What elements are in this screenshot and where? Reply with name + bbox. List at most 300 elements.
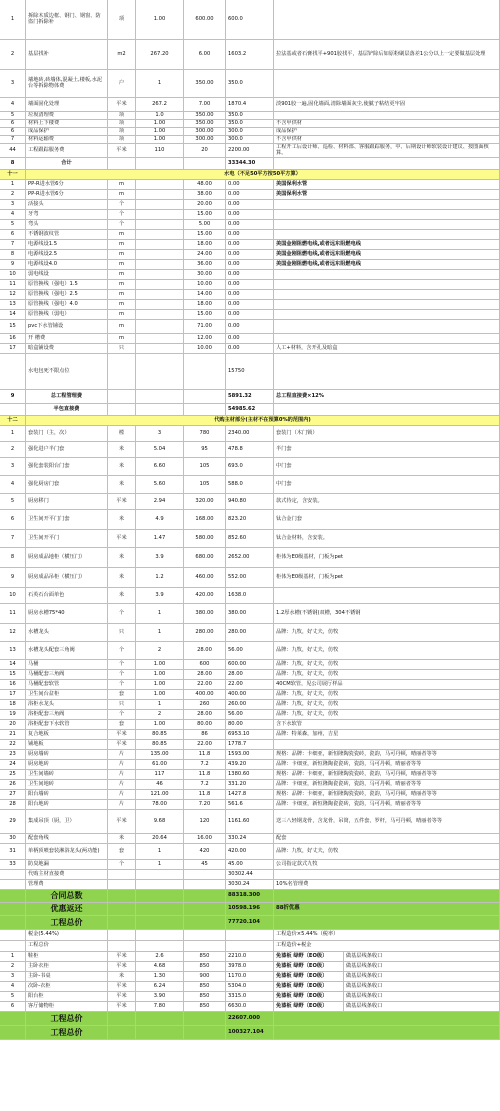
cell-amt: 300.0 <box>226 136 274 143</box>
cell-amt <box>226 941 274 951</box>
cell-name: 合同总数 <box>26 890 108 902</box>
cell-qty: 1.30 <box>136 972 184 981</box>
cell-unit <box>108 1026 136 1039</box>
cell-name: 次卧-衣柜 <box>26 982 108 991</box>
cell-unit: 片 <box>108 750 136 759</box>
table-row <box>0 240 500 250</box>
cell-price: 16.00 <box>184 834 226 843</box>
cell-num: 31 <box>0 844 26 859</box>
cell-num: 6 <box>0 128 26 135</box>
cell-num: 7 <box>0 240 26 249</box>
cell-name: 主卧-书桌 <box>26 972 108 981</box>
cell-unit: 个 <box>108 220 136 229</box>
cell-name: 厨房地砖 <box>26 760 108 769</box>
cell-num: 8 <box>0 250 26 259</box>
cell-qty <box>136 354 184 389</box>
cell-num: 9 <box>0 568 26 587</box>
cell-qty: 2.94 <box>136 494 184 509</box>
cell-qty <box>136 344 184 353</box>
cell-qty <box>136 180 184 189</box>
cell-qty <box>136 220 184 229</box>
cell-amt: 0.00 <box>226 240 274 249</box>
cell-unit: 平米 <box>108 530 136 547</box>
cell-qty: 2 <box>136 642 184 659</box>
cell-note: 工程造价+税金 <box>274 941 500 951</box>
cell-qty <box>136 941 184 951</box>
cell-price: 15.00 <box>184 310 226 319</box>
table-row <box>0 730 500 740</box>
cell-name: 强化厨房门套 <box>26 476 108 493</box>
cell-price: 850 <box>184 962 226 971</box>
cell-name: 电源线设1.5 <box>26 240 108 249</box>
cell-note <box>274 334 500 343</box>
cell-amt: 0.00 <box>226 200 274 209</box>
cell-num: 5 <box>0 494 26 509</box>
cell-qty <box>136 200 184 209</box>
cell-num <box>0 1012 26 1025</box>
table-row <box>0 642 500 660</box>
cell-note: 品牌：九牧，好丈夫，仿牧 <box>274 844 500 859</box>
cell-qty <box>136 1026 184 1039</box>
cell-num: 27 <box>0 790 26 799</box>
cell-note <box>274 740 500 749</box>
cell-price: 400.00 <box>184 690 226 699</box>
cell-note <box>274 70 500 97</box>
cell-note: 拉法基或者石膏找平+901胶找平，基层铲除后如原粉刷层落差1公分以上一定要做基层处理 <box>274 40 500 69</box>
cell-unit: 米 <box>108 568 136 587</box>
table-row <box>0 190 500 200</box>
table-row <box>0 770 500 780</box>
cell-note <box>274 916 500 929</box>
table-row <box>0 354 500 390</box>
cell-price: 22.00 <box>184 740 226 749</box>
cell-name: 厨房成品吊柜（横压门） <box>26 568 108 587</box>
cell-amt: 693.0 <box>226 458 274 475</box>
cell-qty: 80.85 <box>136 730 184 739</box>
grand-total-row <box>0 916 500 930</box>
cell-price: 38.00 <box>184 190 226 199</box>
cell-amt: 600.00 <box>226 660 274 669</box>
table-row <box>0 834 500 844</box>
cell-unit: 平米 <box>108 962 136 971</box>
table-row <box>0 972 500 982</box>
cell-qty: 1 <box>136 624 184 641</box>
cell-unit: 片 <box>108 760 136 769</box>
cell-amt: 1638.0 <box>226 588 274 603</box>
cell-amt: 0.00 <box>226 190 274 199</box>
cell-num: 13 <box>0 642 26 659</box>
cell-note: 品牌：九牧，好丈夫，仿牧 <box>274 690 500 699</box>
table-row <box>0 710 500 720</box>
table-row <box>0 530 500 548</box>
cell-num: 2 <box>0 962 26 971</box>
cell-note <box>274 300 500 309</box>
cell-amt <box>226 930 274 940</box>
cell-unit <box>108 916 136 929</box>
cell-note: 1.2厚水槽(不锈钢)双槽，304不锈钢 <box>274 604 500 623</box>
cell-note: 品牌：特莱森，加州，吉星 <box>274 730 500 739</box>
cell-amt: 0.00 <box>226 344 274 353</box>
cell-unit <box>108 941 136 951</box>
cell-qty: 2.6 <box>136 952 184 961</box>
cell-num: 1 <box>0 180 26 189</box>
cell-num: 24 <box>0 760 26 769</box>
table-row <box>0 992 500 1002</box>
table-row <box>0 548 500 568</box>
cell-price <box>184 1026 226 1039</box>
cell-num: 16 <box>0 334 26 343</box>
cell-note: 规格：品牌：卡细亚，新恒隆陶瓷瓷砖，瓷韵，马可丹顿，晴丽者等等 <box>274 790 500 799</box>
cell-amt: 3978.0 <box>226 962 274 971</box>
cell-amt: 0.00 <box>226 334 274 343</box>
cell-unit: 只 <box>108 624 136 641</box>
cell-unit: 平米 <box>108 992 136 1001</box>
cell-num: 15 <box>0 670 26 679</box>
cell-name: 卫生间开平门 <box>26 530 108 547</box>
cell-num <box>0 916 26 929</box>
cell-name: 卫生间墙砖 <box>26 770 108 779</box>
cell-qty: 6.60 <box>136 458 184 475</box>
cell-amt: 2200.00 <box>226 144 274 157</box>
cell-qty: 110 <box>136 144 184 157</box>
cell-amt: 1170.0 <box>226 972 274 981</box>
cell-price: 11.8 <box>184 790 226 799</box>
cell-price: 86 <box>184 730 226 739</box>
cell-unit: 只 <box>108 700 136 709</box>
cell-note: 半门套 <box>274 442 500 457</box>
cell-note: 规格：品牌：卡细亚，新恒隆陶瓷瓷砖，瓷韵，马可丹顿，晴丽者等等 <box>274 770 500 779</box>
table-row <box>0 790 500 800</box>
cell-price: 10.00 <box>184 280 226 289</box>
cell-unit: 平米 <box>108 730 136 739</box>
cell-num: 14 <box>0 660 26 669</box>
cell-num: 19 <box>0 710 26 719</box>
table-row <box>0 220 500 230</box>
cell-price <box>184 916 226 929</box>
cell-note <box>274 158 500 169</box>
cell-qty <box>136 260 184 269</box>
cell-name: 复合地板 <box>26 730 108 739</box>
cell-price: 460.00 <box>184 568 226 587</box>
cell-note: 美国金刚阻燃电线,或者远东阻燃电线 <box>274 240 500 249</box>
cell-num <box>0 404 26 415</box>
cell-unit: 平米 <box>108 810 136 833</box>
cell-unit: m <box>108 320 136 333</box>
cell-note: 钛合金门套 <box>274 510 500 529</box>
cell-note <box>274 200 500 209</box>
cell-amt: 2652.00 <box>226 548 274 567</box>
cell-note: 柜体为E0级基材，门板为pet <box>274 548 500 567</box>
cell-note: 品牌：卡细亚，新恒隆陶瓷瓷砖，瓷韵，马可丹顿，晴丽者等等 <box>274 800 500 809</box>
cell-price <box>184 1012 226 1025</box>
cell-num: 4 <box>0 210 26 219</box>
cell-price: 580.00 <box>184 530 226 547</box>
table-row <box>0 458 500 476</box>
cell-name: 活接头 <box>26 200 108 209</box>
cell-qty <box>136 280 184 289</box>
cell-num: 12 <box>0 290 26 299</box>
cell-unit: 套 <box>108 690 136 699</box>
cell-unit: m <box>108 300 136 309</box>
cell-num <box>0 354 26 389</box>
cell-qty <box>136 270 184 279</box>
cell-unit: 个 <box>108 660 136 669</box>
cell-amt: 420.00 <box>226 844 274 859</box>
cell-qty: 1 <box>136 70 184 97</box>
cell-name: 电源线设4.0 <box>26 260 108 269</box>
table-row <box>0 690 500 700</box>
cell-qty <box>136 320 184 333</box>
section-header-row <box>0 170 500 180</box>
cell-qty <box>136 903 184 915</box>
cell-amt: 10598.196 <box>226 903 274 915</box>
table-row <box>0 844 500 860</box>
cell-num: 9 <box>0 260 26 269</box>
section-number: 十一 <box>0 170 26 179</box>
table-row <box>0 860 500 870</box>
cell-unit: 平米 <box>108 952 136 961</box>
cell-num: 21 <box>0 730 26 739</box>
cell-price: 280.00 <box>184 624 226 641</box>
cell-note: 美国保利水管 <box>274 190 500 199</box>
cell-qty: 1.00 <box>136 660 184 669</box>
cell-price: 18.00 <box>184 240 226 249</box>
cell-name: 强化套装阳台门套 <box>26 458 108 475</box>
table-row <box>0 300 500 310</box>
cell-name: 铺地板 <box>26 740 108 749</box>
cell-note: 美国金刚阻燃电线,或者远东阻燃电线 <box>274 260 500 269</box>
cell-name: 工程总价 <box>26 1026 108 1039</box>
table-row <box>0 260 500 270</box>
cell-qty: 1 <box>136 700 184 709</box>
cell-num: 12 <box>0 624 26 641</box>
cell-note: 品牌：九牧，好丈夫，仿牧 <box>274 642 500 659</box>
cell-unit: 个 <box>108 210 136 219</box>
cell-note: 含下水软管 <box>274 720 500 729</box>
section-header-row <box>0 416 500 426</box>
cell-qty: 135.00 <box>136 750 184 759</box>
cell-price: 18.00 <box>184 300 226 309</box>
table-row <box>0 200 500 210</box>
cell-qty: 3.9 <box>136 588 184 603</box>
cell-name: 基层找补 <box>26 40 108 69</box>
cell-num: 17 <box>0 690 26 699</box>
table-row <box>0 962 500 972</box>
table-row <box>0 40 500 70</box>
cell-name: 拆除木质边框、钢门、钢窗、防盗门拆除补 <box>26 0 108 39</box>
cell-name: 水槽龙头配套三角阀 <box>26 642 108 659</box>
cell-amt: 1603.2 <box>226 40 274 69</box>
cell-num: 10 <box>0 270 26 279</box>
cell-note <box>274 1026 500 1039</box>
cell-unit <box>108 1012 136 1025</box>
cell-note: 工程开工后设计师、巡检、材料部、客服跟踪服务，中、后期设计师软装设计建议、按图面核算。 <box>274 144 500 157</box>
cell-qty: 1.00 <box>136 120 184 127</box>
cell-unit: m <box>108 310 136 319</box>
cell-num: 2 <box>0 190 26 199</box>
cell-unit <box>108 890 136 902</box>
cell-amt: 1870.4 <box>226 98 274 111</box>
table-row <box>0 290 500 300</box>
cell-qty: 6.24 <box>136 982 184 991</box>
cell-price <box>184 158 226 169</box>
cell-num: 1 <box>0 426 26 441</box>
table-row <box>0 810 500 834</box>
table-row <box>0 660 500 670</box>
table-row <box>0 800 500 810</box>
cell-amt: 22.00 <box>226 680 274 689</box>
cell-unit: 平米 <box>108 740 136 749</box>
cell-qty: 1.00 <box>136 690 184 699</box>
cell-unit: 项 <box>108 120 136 127</box>
cell-num: 2 <box>0 40 26 69</box>
cell-name: 税金(5.44%) <box>26 930 108 940</box>
cell-amt: 22607.000 <box>226 1012 274 1025</box>
cell-amt: 552.00 <box>226 568 274 587</box>
cell-unit: m <box>108 230 136 239</box>
cell-qty: 4.9 <box>136 510 184 529</box>
cell-price: 105 <box>184 458 226 475</box>
cell-unit: m <box>108 280 136 289</box>
cell-amt: 15750 <box>226 354 274 389</box>
cell-note <box>274 310 500 319</box>
table-row <box>0 941 500 952</box>
cell-note <box>274 320 500 333</box>
cell-price: 10.00 <box>184 344 226 353</box>
cell-qty: 5.60 <box>136 476 184 493</box>
cell-unit: 米 <box>108 510 136 529</box>
cell-note <box>274 1012 500 1025</box>
cell-qty: 5.04 <box>136 442 184 457</box>
cell-qty: 80.85 <box>136 740 184 749</box>
cell-unit: 米 <box>108 458 136 475</box>
cell-qty: 61.00 <box>136 760 184 769</box>
cell-unit: 项 <box>108 136 136 143</box>
cell-unit: 米 <box>108 834 136 843</box>
cell-name: PP-R进水管6分 <box>26 180 108 189</box>
cell-name: 阳台柜 <box>26 992 108 1001</box>
cell-unit <box>108 870 136 879</box>
cell-name: 阳台墙砖 <box>26 790 108 799</box>
cell-note: 钛合金材料，含安装。 <box>274 530 500 547</box>
cell-name: 卫生间开平门门套 <box>26 510 108 529</box>
cell-qty: 117 <box>136 770 184 779</box>
cell-note <box>274 354 500 389</box>
cell-num <box>0 930 26 940</box>
cell-num: 17 <box>0 344 26 353</box>
cell-amt: 380.00 <box>226 604 274 623</box>
cell-num: 18 <box>0 700 26 709</box>
cell-price: 350.00 <box>184 112 226 119</box>
cell-price: 11.8 <box>184 770 226 779</box>
cell-num: 5 <box>0 992 26 1001</box>
table-row <box>0 476 500 494</box>
cell-price: 350.00 <box>184 120 226 127</box>
cell-qty <box>136 240 184 249</box>
cell-price: 7.2 <box>184 760 226 769</box>
cell-amt: 0.00 <box>226 320 274 333</box>
cell-amt: 478.8 <box>226 442 274 457</box>
cell-name: 代购主材直接费 <box>26 870 108 879</box>
cell-price: 7.00 <box>184 98 226 111</box>
cell-unit: 项 <box>108 128 136 135</box>
cell-unit: 樘 <box>108 426 136 441</box>
cell-num: 16 <box>0 680 26 689</box>
cell-note <box>274 230 500 239</box>
cell-name: 工程总价 <box>26 941 108 951</box>
table-row <box>0 604 500 624</box>
cell-price: 80.00 <box>184 720 226 729</box>
cell-qty <box>136 334 184 343</box>
cell-name: 马桶配套软管 <box>26 680 108 689</box>
cell-num: 14 <box>0 310 26 319</box>
cell-name: 水槽龙头 <box>26 624 108 641</box>
cell-qty <box>136 290 184 299</box>
cell-amt: 0.00 <box>226 230 274 239</box>
cell-note: 做基层线条收口 <box>344 962 500 971</box>
cell-amt: 100327.104 <box>226 1026 274 1039</box>
cell-amt: 28.00 <box>226 670 274 679</box>
cell-name: 不锈钢波纹管 <box>26 230 108 239</box>
cell-amt: 3315.0 <box>226 992 274 1001</box>
table-row <box>0 280 500 290</box>
cell-price <box>184 404 226 415</box>
cell-qty <box>136 230 184 239</box>
cell-name: 合计 <box>26 158 108 169</box>
cell-amt: 0.00 <box>226 250 274 259</box>
cell-qty <box>136 880 184 889</box>
cell-unit: m <box>108 270 136 279</box>
cell-name: 优惠返还 <box>26 903 108 915</box>
cell-unit: 平米 <box>108 1002 136 1011</box>
cell-name: 原管换线（强电）2.5 <box>26 290 108 299</box>
grand-total-row <box>0 1026 500 1040</box>
cell-unit: 套 <box>108 720 136 729</box>
cell-price <box>184 941 226 951</box>
cell-price: 120 <box>184 810 226 833</box>
cell-num: 4 <box>0 982 26 991</box>
cell-note: 做基层线条收口 <box>344 972 500 981</box>
cell-note: 柜体为E0级基材，门板为pet <box>274 568 500 587</box>
cell-name: 开 槽费 <box>26 334 108 343</box>
table-row <box>0 98 500 112</box>
cell-qty: 1.00 <box>136 670 184 679</box>
cell-name: 浴柜配套下水软管 <box>26 720 108 729</box>
cell-num: 3 <box>0 70 26 97</box>
cell-unit: m <box>108 190 136 199</box>
cell-name: 马桶 <box>26 660 108 669</box>
cell-price <box>184 390 226 403</box>
table-row <box>0 270 500 280</box>
cell-qty: 1.00 <box>136 680 184 689</box>
cell-name: 阳台地砖 <box>26 800 108 809</box>
cell-price <box>184 354 226 389</box>
cell-note: 美国保利水管 <box>274 180 500 189</box>
cell-amt: 56.00 <box>226 642 274 659</box>
cell-qty <box>136 890 184 902</box>
table-row <box>0 568 500 588</box>
cell-name: PP-R进水管6分 <box>26 190 108 199</box>
cell-amt: 2340.00 <box>226 426 274 441</box>
cell-name: 厨房墙砖 <box>26 750 108 759</box>
cell-num: 23 <box>0 750 26 759</box>
cell-name: 厨房水槽75*40 <box>26 604 108 623</box>
cell-name: 厨房成品地柜（横压门） <box>26 548 108 567</box>
cell-note: 淡901胶一遍,固化墙面,清除墙面灰尘,使腻子粘结更牢固 <box>274 98 500 111</box>
cell-name: 厨房移门 <box>26 494 108 509</box>
cell-name: 原管换线（强电）1.5 <box>26 280 108 289</box>
cell-note <box>274 290 500 299</box>
